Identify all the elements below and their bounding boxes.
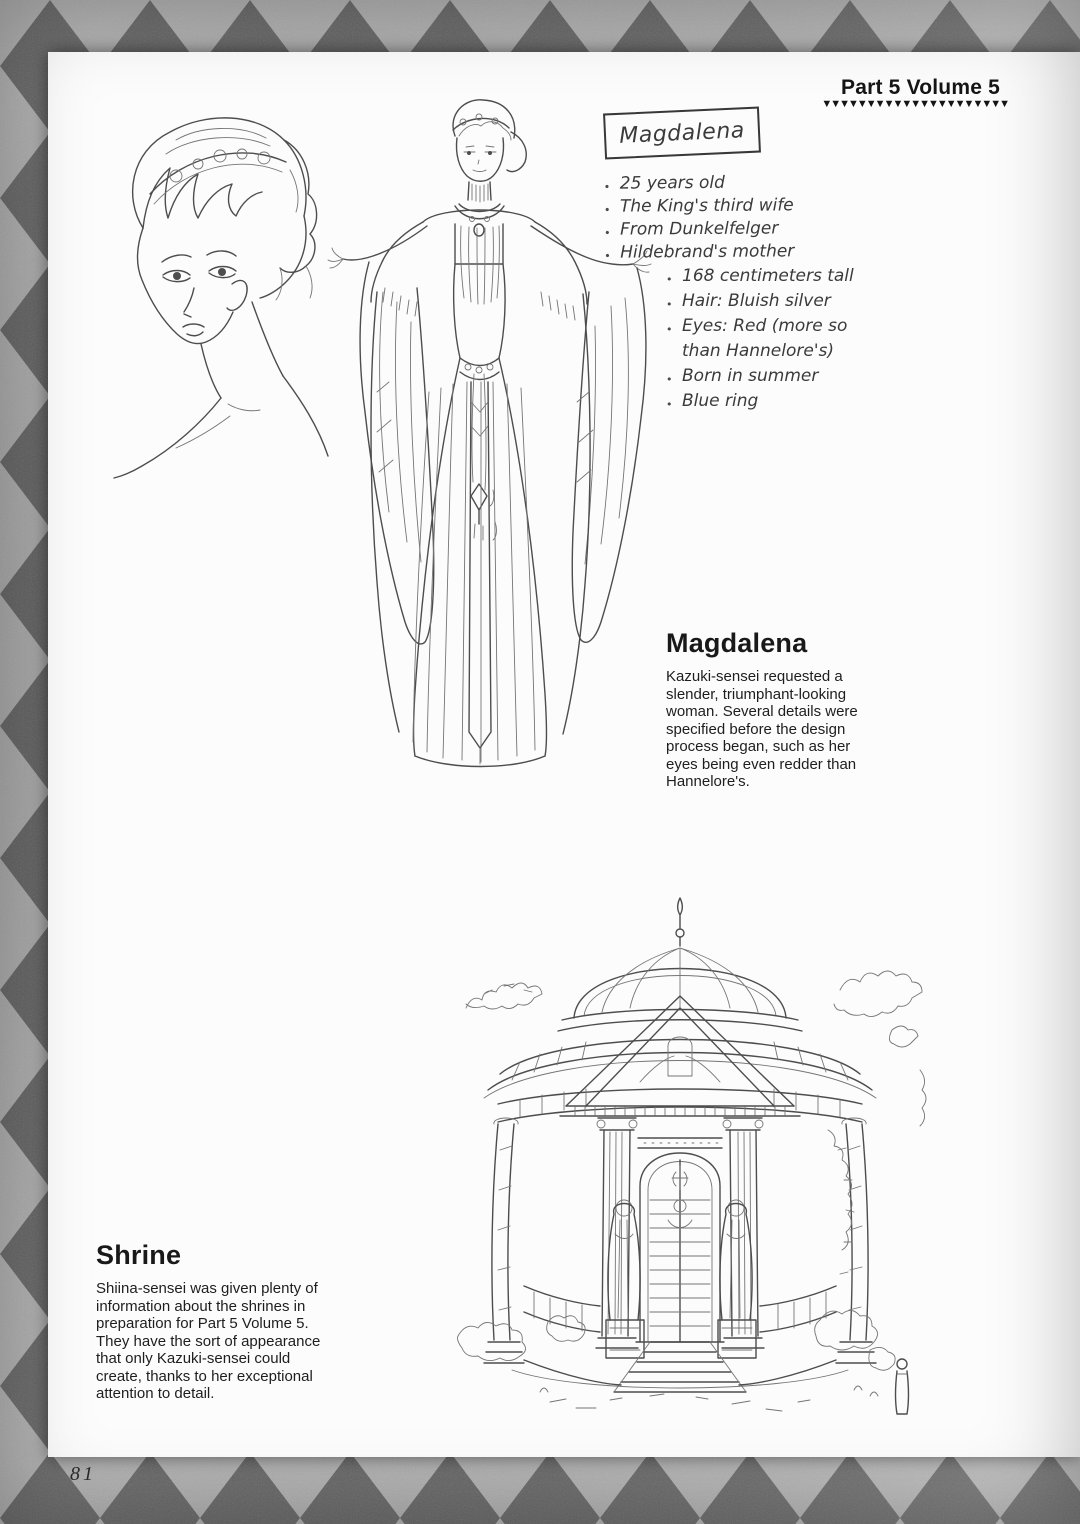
shrine-section	[96, 1240, 338, 1403]
magdalena-section-body: Kazuki-sensei requested a slender, triumphant-looking woman. Several details were specified before the design process began, such as her eyes being even redder than Hannelore's.	[666, 668, 858, 790]
note-item: • Born in summer	[664, 364, 879, 389]
note-item: • Blue ring	[664, 389, 879, 414]
handwritten-details-list	[664, 264, 879, 414]
note-item: • 25 years old	[602, 171, 802, 195]
note-item: • Hildebrand's mother	[602, 240, 802, 264]
shrine-section-title: Shrine	[96, 1240, 182, 1270]
triangle-divider: ▼▼▼▼▼▼▼▼▼▼▼▼▼▼▼▼▼▼▼▼▼	[821, 98, 1008, 110]
handwritten-notes-list	[602, 171, 803, 264]
magdalena-section-title: Magdalena	[666, 628, 808, 658]
note-item: • Eyes: Red (more so than Hannelore's)	[664, 314, 879, 364]
shrine-section-body: Shiina-sensei was given plenty of information about the shrines in preparation for Part 5 Volume 5. They have the sort of appearance that only Kazuki-sensei could create, thanks to her exceptional attention to detail.	[96, 1280, 321, 1402]
magdalena-portrait-sketch	[80, 106, 330, 506]
handwritten-name-label: Magdalena	[618, 117, 746, 149]
note-item: • From Dunkelfelger	[602, 217, 802, 241]
handwritten-name-box	[603, 106, 761, 159]
magdalena-section	[666, 628, 884, 791]
page-number: 81	[70, 1463, 96, 1485]
note-item: • The King's third wife	[602, 194, 802, 218]
note-item: • Hair: Bluish silver	[664, 289, 879, 314]
book-page	[48, 52, 1080, 1457]
note-item: • 168 centimeters tall	[664, 264, 879, 289]
shrine-sketch	[400, 890, 960, 1425]
volume-header-title: Part 5 Volume 5	[840, 76, 1000, 99]
